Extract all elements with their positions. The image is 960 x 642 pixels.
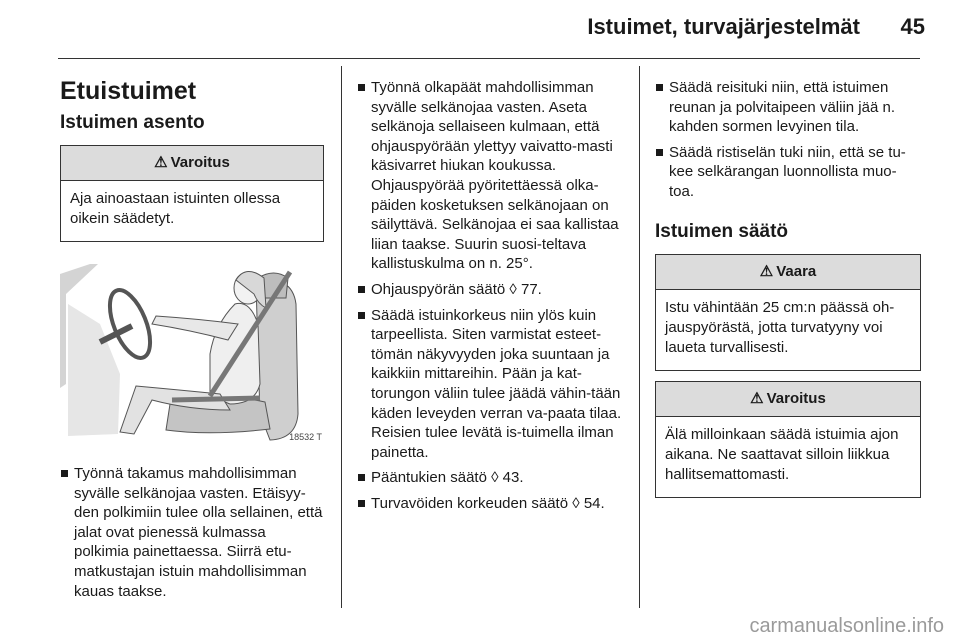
column-3 (655, 66, 921, 498)
bullet-list-col3 (655, 78, 921, 202)
warning-box-text: Älä milloinkaan säädä istuimia ajon aikana. Ne saattavat silloin liikkua hallitsemattomasti. (665, 425, 899, 483)
list-item: Säädä istuinkorkeus niin ylös kuin tarpeellista. Siten varmistat esteet-tömän näkyvyyden joka suuntaan ja kaikkiin mittareihin. Pään ja kat-torungon väliin tulee jäädä vähin-tään käden leveyden verran va-paata tilaa. Reisien tulee levätä is-tuimella ilman painetta. (357, 306, 623, 463)
warning-box-header (61, 146, 323, 181)
running-header-title: Istuimet, turvajärjestelmät (587, 14, 860, 39)
subsection-title-seat-position: Istuimen asento (60, 112, 205, 133)
warning-box-title: Varoitus (170, 154, 230, 171)
warning-box-text: Aja ainoastaan istuinten ollessa oikein säädetyt. (70, 190, 281, 227)
watermark: carmanualsonline.info (749, 615, 944, 637)
warning-triangle-icon: ⚠ (759, 262, 774, 280)
list-item: Säädä ristiselän tuki niin, että se tu-kee selkärangan luonnollista muo-toa. (655, 143, 921, 202)
list-item: Ohjauspyörän säätö ◊ 77. (357, 280, 623, 300)
section-title: Etuistuimet (60, 77, 197, 105)
warning-box-header (656, 382, 920, 417)
header-divider (58, 58, 920, 59)
column-divider-1 (341, 66, 342, 608)
bullet-list-col1 (60, 464, 324, 601)
list-item: Työnnä takamus mahdollisimman syvälle selkänojaa vasten. Etäisyy-den polkimiin tulee olla sellainen, että jalat ovat pienessä kulmassa polkimia painettaessa. Siirrä etu-matkustajan istuin mahdollisimman kauas taakse. (60, 464, 324, 601)
list-item: Säädä reisituki niin, että istuimen reunan ja polvitaipeen väliin jää n. kahden sormen levyinen tila. (655, 78, 921, 137)
seat-position-illustration (60, 264, 324, 444)
figure-number: 18532 T (289, 432, 322, 442)
warning-box (60, 145, 324, 242)
danger-box-header (656, 255, 920, 290)
column-divider-2 (639, 66, 640, 608)
column-2 (357, 66, 623, 519)
list-item: Työnnä olkapäät mahdollisimman syvälle selkänojaa vasten. Aseta selkänoja sellaiseen kulmaan, että ohjauspyörään ylettyy vaivatto-masti käsivarret hiukan koukussa. Ohjauspyörää pyöritettäessä olka-päiden kosketuksen selkänojaan on säilyttävä. Selkänojaa ei saa kallistaa liian taakse. Suurin suosi-teltava kallistuskulma on n. 25°. (357, 78, 623, 274)
warning-triangle-icon: ⚠ (154, 154, 168, 171)
danger-box-text: Istu vähintään 25 cm:n päässä oh-jauspyörästä, jotta turvatyyny voi laueta turvallisesti. (665, 298, 895, 356)
page-number: 45 (900, 14, 925, 39)
danger-box-title: Vaara (776, 262, 817, 280)
list-item: Pääntukien säätö ◊ 43. (357, 468, 623, 488)
warning-box (655, 381, 921, 498)
danger-box (655, 254, 921, 371)
bullet-list-col2 (357, 78, 623, 513)
warning-triangle-icon: ⚠ (750, 389, 764, 407)
driver-seat-illustration-icon (60, 264, 324, 444)
list-item: Turvavöiden korkeuden säätö ◊ 54. (357, 494, 623, 514)
column-1 (60, 66, 324, 607)
warning-box-title: Varoitus (766, 389, 826, 407)
subsection-title-seat-adjustment: Istuimen säätö (655, 220, 789, 242)
